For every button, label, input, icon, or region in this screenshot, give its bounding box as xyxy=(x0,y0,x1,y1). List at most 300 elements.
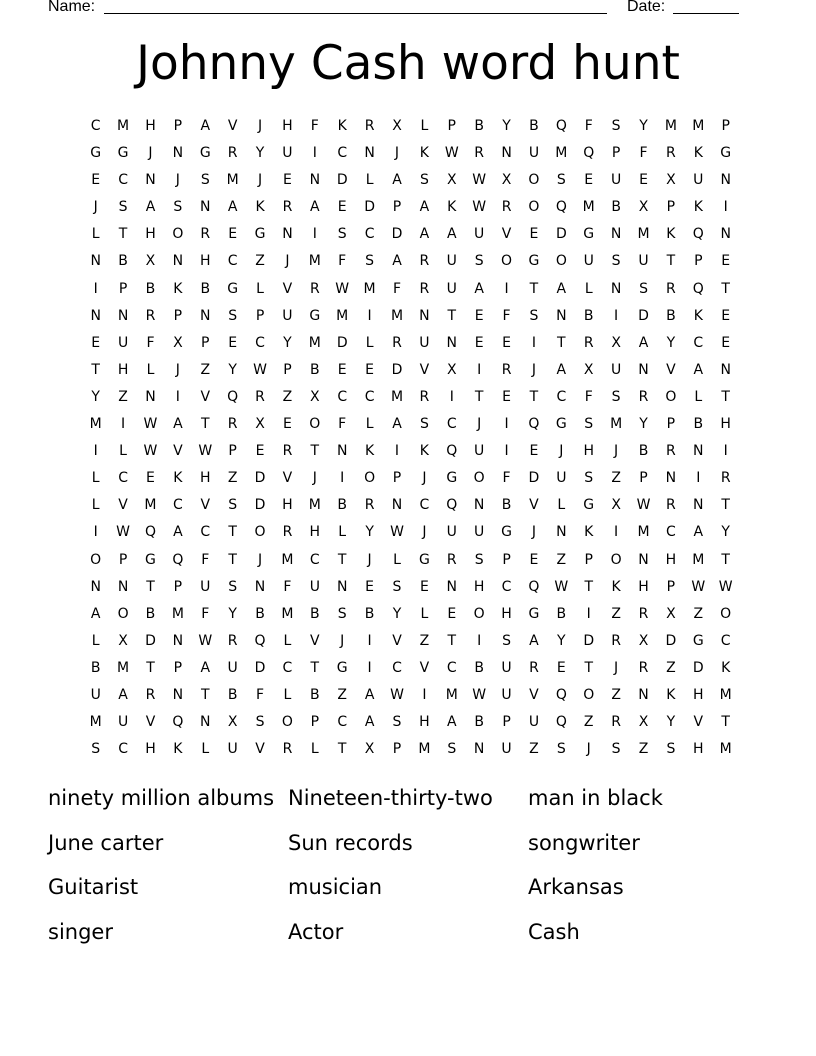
grid-letter: D xyxy=(665,632,677,649)
word-list-item: ninety million albums xyxy=(48,786,275,810)
grid-letter: R xyxy=(583,334,594,351)
grid-letter: E xyxy=(146,470,155,487)
grid-letter: N xyxy=(90,253,101,270)
grid-letter: I xyxy=(175,388,180,405)
grid-letter: C xyxy=(172,497,183,514)
grid-letter: B xyxy=(337,497,348,514)
grid-letter: E xyxy=(447,605,457,622)
grid-letter: U xyxy=(282,307,293,324)
grid-letter: M xyxy=(582,199,595,216)
grid-letter: N xyxy=(610,226,622,243)
grid-row xyxy=(82,276,739,303)
grid-letter: U xyxy=(446,253,457,270)
grid-letter: R xyxy=(419,253,430,270)
grid-letter: E xyxy=(584,172,594,189)
grid-letter: N xyxy=(200,307,211,324)
grid-letter: L xyxy=(393,551,401,568)
header xyxy=(0,0,816,20)
grid-letter: C xyxy=(282,659,293,676)
grid-letter: D xyxy=(528,470,540,487)
grid-letter: F xyxy=(201,551,210,568)
grid-letter: N xyxy=(720,226,731,243)
grid-letter: N xyxy=(200,199,211,216)
grid-letter: W xyxy=(472,172,487,189)
grid-letter: N xyxy=(364,145,375,162)
grid-letter: S xyxy=(228,578,238,595)
grid-letter: F xyxy=(146,334,155,351)
grid-letter: H xyxy=(638,578,649,595)
grid-letter: J xyxy=(312,470,317,487)
grid-letter: Z xyxy=(583,714,594,731)
grid-letter: Z xyxy=(419,632,430,649)
grid-letter: I xyxy=(394,443,400,460)
grid-letter: J xyxy=(531,361,537,378)
grid-letter: U xyxy=(610,361,622,378)
grid-letter: A xyxy=(90,605,101,622)
grid-letter: Z xyxy=(611,686,621,703)
grid-letter: R xyxy=(255,388,265,405)
grid-letter: O xyxy=(528,172,540,189)
grid-letter: G xyxy=(418,551,430,568)
grid-letter: Q xyxy=(227,388,239,405)
grid-letter: A xyxy=(556,280,567,297)
grid-letter: T xyxy=(474,388,484,405)
grid-letter: U xyxy=(446,524,457,541)
grid-letter: H xyxy=(693,686,704,703)
grid-letter: G xyxy=(528,253,540,270)
grid-letter: G xyxy=(254,226,266,243)
grid-letter: W xyxy=(143,416,158,433)
grid-letter: T xyxy=(721,388,730,405)
grid-letter: Z xyxy=(200,361,211,378)
grid-letter: I xyxy=(422,686,427,703)
grid-letter: C xyxy=(90,118,101,134)
grid-letter: Q xyxy=(528,416,540,433)
grid-letter: L xyxy=(310,741,319,758)
grid-letter: N xyxy=(391,497,403,514)
grid-letter: A xyxy=(419,226,430,243)
grid-letter: S xyxy=(666,741,676,758)
grid-letter: P xyxy=(118,551,128,568)
grid-letter: R xyxy=(419,280,430,297)
grid-letter: N xyxy=(309,172,321,189)
grid-letter: X xyxy=(392,118,402,134)
word-list-item: June carter xyxy=(48,830,164,855)
grid-row xyxy=(82,574,739,601)
grid-letter: J xyxy=(257,172,263,189)
grid-row xyxy=(82,682,739,709)
grid-letter: S xyxy=(419,172,429,189)
grid-letter: E xyxy=(283,416,292,433)
grid-letter: I xyxy=(504,416,509,433)
grid-letter: K xyxy=(693,145,703,162)
grid-letter: Y xyxy=(392,605,402,622)
grid-letter: N xyxy=(556,307,567,324)
grid-letter: Q xyxy=(172,551,184,568)
grid-letter: E xyxy=(529,443,539,460)
grid-letter: S xyxy=(474,253,484,270)
grid-letter: N xyxy=(172,632,184,649)
grid-letter: F xyxy=(639,145,648,162)
grid-letter: H xyxy=(145,226,156,243)
grid-letter: M xyxy=(89,416,102,433)
grid-letter: E xyxy=(91,172,101,189)
grid-letter: N xyxy=(172,686,184,703)
grid-letter: M xyxy=(390,307,404,324)
grid-letter: B xyxy=(556,605,567,622)
grid-letter: Y xyxy=(639,416,648,433)
grid-letter: O xyxy=(117,605,129,622)
grid-letter: K xyxy=(447,199,457,216)
grid-letter: L xyxy=(119,443,127,460)
grid-letter: U xyxy=(227,741,238,758)
grid-letter: E xyxy=(529,226,539,243)
grid-letter: T xyxy=(337,741,347,758)
grid-letter: Q xyxy=(555,714,567,731)
grid-letter: M xyxy=(719,741,732,758)
grid-letter: P xyxy=(666,199,676,216)
grid-letter: C xyxy=(337,388,348,405)
grid-letter: O xyxy=(254,524,266,541)
grid-letter: E xyxy=(337,199,347,216)
grid-letter: R xyxy=(666,145,676,162)
grid-letter: M xyxy=(281,551,294,568)
grid-letter: H xyxy=(199,470,211,487)
grid-letter: B xyxy=(145,280,156,297)
grid-letter: F xyxy=(584,118,593,134)
grid-row xyxy=(82,411,739,438)
grid-letter: T xyxy=(721,280,730,297)
grid-letter: T xyxy=(557,334,566,351)
grid-letter: X xyxy=(501,172,512,189)
grid-letter: R xyxy=(282,199,293,216)
grid-letter: X xyxy=(666,605,676,622)
grid-letter: I xyxy=(312,226,317,243)
grid-letter: H xyxy=(282,118,293,134)
grid-letter: B xyxy=(227,686,238,703)
grid-letter: R xyxy=(309,280,320,297)
grid-letter: M xyxy=(144,497,157,514)
grid-letter: U xyxy=(117,714,129,731)
grid-letter: I xyxy=(93,443,98,460)
grid-row xyxy=(82,519,739,546)
grid-letter: M xyxy=(117,118,130,134)
grid-letter: X xyxy=(446,172,457,189)
grid-row xyxy=(82,167,739,194)
grid-letter: S xyxy=(611,118,621,134)
grid-letter: T xyxy=(447,307,457,324)
grid-letter: C xyxy=(364,388,375,405)
word-list-item: musician xyxy=(288,875,383,900)
grid-letter: V xyxy=(200,497,211,514)
grid-letter: Z xyxy=(666,659,676,676)
grid-letter: R xyxy=(392,334,402,351)
grid-letter: M xyxy=(171,605,184,622)
grid-letter: W xyxy=(335,280,350,297)
grid-letter: J xyxy=(614,659,619,676)
grid-letter: U xyxy=(446,280,457,297)
grid-letter: R xyxy=(666,497,676,514)
grid-letter: N xyxy=(473,741,485,758)
grid-letter: E xyxy=(529,551,539,568)
grid-letter: N xyxy=(501,145,512,162)
grid-letter: F xyxy=(502,307,511,324)
grid-letter: V xyxy=(255,741,265,758)
grid-letter: H xyxy=(145,741,156,758)
grid-letter: N xyxy=(282,226,293,243)
grid-letter: I xyxy=(367,307,372,324)
grid-letter: J xyxy=(148,145,153,162)
grid-letter: R xyxy=(227,145,238,162)
grid-letter: R xyxy=(282,741,293,758)
grid-letter: L xyxy=(338,524,347,541)
grid-letter: K xyxy=(419,443,429,460)
grid-letter: V xyxy=(419,659,430,676)
grid-letter: U xyxy=(474,443,485,460)
grid-letter: Q xyxy=(692,226,704,243)
grid-letter: Q xyxy=(446,497,458,514)
grid-row xyxy=(82,628,739,655)
grid-letter: L xyxy=(365,172,374,189)
grid-letter: A xyxy=(392,253,402,270)
grid-letter: R xyxy=(666,280,676,297)
grid-letter: X xyxy=(446,361,457,378)
grid-letter: P xyxy=(694,253,703,270)
grid-letter: X xyxy=(145,253,156,270)
grid-letter: X xyxy=(611,497,621,514)
grid-letter: V xyxy=(392,632,402,649)
grid-letter: S xyxy=(255,714,265,731)
grid-letter: P xyxy=(639,470,648,487)
grid-letter: Z xyxy=(611,605,621,622)
grid-letter: N xyxy=(720,172,731,189)
grid-letter: O xyxy=(583,686,595,703)
grid-letter: V xyxy=(173,443,183,460)
grid-letter: B xyxy=(474,659,484,676)
grid-letter: R xyxy=(200,226,211,243)
grid-letter: N xyxy=(172,145,184,162)
grid-letter: P xyxy=(173,118,183,134)
grid-letter: E xyxy=(365,578,375,595)
grid-letter: D xyxy=(638,307,649,324)
grid-letter: A xyxy=(474,280,484,297)
grid-letter: A xyxy=(173,524,183,541)
grid-letter: Y xyxy=(283,334,292,351)
grid-letter: S xyxy=(611,741,621,758)
grid-letter: O xyxy=(555,253,567,270)
grid-letter: X xyxy=(118,632,128,649)
grid-letter: S xyxy=(639,280,648,297)
grid-letter: H xyxy=(693,741,704,758)
grid-letter: V xyxy=(419,361,430,378)
grid-letter: W xyxy=(198,443,213,460)
grid-letter: S xyxy=(502,632,511,649)
grid-letter: B xyxy=(693,416,704,433)
grid-letter: Q xyxy=(555,118,567,134)
grid-letter: K xyxy=(337,118,347,134)
grid-letter: H xyxy=(145,118,156,134)
grid-letter: R xyxy=(419,388,430,405)
grid-letter: Q xyxy=(528,578,540,595)
grid-letter: M xyxy=(336,307,349,324)
grid-letter: A xyxy=(529,632,539,649)
grid-letter: H xyxy=(473,578,485,595)
grid-letter: O xyxy=(473,470,485,487)
grid-letter: L xyxy=(365,334,374,351)
grid-letter: C xyxy=(227,253,238,270)
grid-letter: R xyxy=(282,524,293,541)
grid-letter: J xyxy=(531,524,537,541)
grid-letter: N xyxy=(419,307,430,324)
grid-letter: H xyxy=(199,253,211,270)
grid-letter: C xyxy=(693,334,704,351)
grid-letter: Q xyxy=(583,145,595,162)
grid-letter: L xyxy=(146,361,155,378)
grid-letter: D xyxy=(391,361,403,378)
grid-letter: M xyxy=(555,145,568,162)
grid-letter: N xyxy=(473,497,485,514)
grid-letter: U xyxy=(528,145,540,162)
grid-letter: Z xyxy=(556,551,567,568)
grid-letter: P xyxy=(502,551,511,568)
grid-row xyxy=(82,655,739,682)
grid-letter: G xyxy=(583,226,595,243)
grid-letter: D xyxy=(336,334,348,351)
grid-letter: Y xyxy=(502,118,511,134)
grid-letter: B xyxy=(200,280,211,297)
grid-letter: T xyxy=(584,659,593,676)
grid-row xyxy=(82,357,739,384)
name-blank-line[interactable] xyxy=(104,13,607,14)
grid-letter: N xyxy=(638,361,649,378)
grid-letter: Z xyxy=(227,470,238,487)
grid-letter: I xyxy=(504,280,509,297)
grid-letter: L xyxy=(91,470,100,487)
grid-letter: Y xyxy=(228,361,237,378)
grid-letter: G xyxy=(501,524,512,541)
grid-letter: X xyxy=(666,172,676,189)
grid-letter: K xyxy=(584,524,594,541)
grid-letter: D xyxy=(145,632,156,649)
grid-letter: C xyxy=(309,551,320,568)
grid-letter: J xyxy=(559,443,564,460)
grid-letter: U xyxy=(117,334,129,351)
grid-letter: P xyxy=(310,714,320,731)
grid-letter: K xyxy=(255,199,265,216)
grid-letter: B xyxy=(364,605,375,622)
grid-letter: V xyxy=(529,497,539,514)
date-blank-line[interactable] xyxy=(673,13,739,14)
grid-letter: M xyxy=(390,388,404,405)
grid-letter: T xyxy=(721,497,730,514)
grid-letter: I xyxy=(586,605,591,622)
grid-letter: Q xyxy=(555,686,567,703)
grid-letter: C xyxy=(556,388,567,405)
grid-letter: P xyxy=(611,145,621,162)
grid-letter: N xyxy=(693,443,704,460)
grid-letter: F xyxy=(392,280,402,297)
grid-letter: R xyxy=(529,659,539,676)
word-list-item: Sun records xyxy=(288,830,413,855)
grid-letter: S xyxy=(392,578,402,595)
grid-letter: S xyxy=(91,741,101,758)
grid-letter: A xyxy=(364,686,375,703)
grid-letter: D xyxy=(254,659,266,676)
grid-letter: I xyxy=(504,443,509,460)
grid-letter: T xyxy=(337,551,347,568)
grid-letter: S xyxy=(611,388,621,405)
grid-letter: Z xyxy=(638,741,649,758)
grid-letter: C xyxy=(337,145,348,162)
word-list-item: singer xyxy=(48,920,113,945)
grid-letter: S xyxy=(611,253,621,270)
grid-letter: P xyxy=(502,714,511,731)
grid-letter: M xyxy=(418,741,431,758)
grid-letter: I xyxy=(614,524,619,541)
grid-letter: H xyxy=(501,605,512,622)
grid-letter: G xyxy=(90,145,102,162)
grid-letter: B xyxy=(255,605,265,622)
grid-letter: A xyxy=(392,416,402,433)
grid-letter: R xyxy=(720,470,731,487)
grid-letter: G xyxy=(227,280,239,297)
grid-letter: J xyxy=(394,145,400,162)
grid-letter: V xyxy=(200,388,211,405)
grid-letter: W xyxy=(390,686,404,703)
grid-letter: P xyxy=(255,307,265,324)
word-list-item: Cash xyxy=(528,920,580,945)
grid-letter: S xyxy=(529,307,539,324)
grid-letter: S xyxy=(337,226,347,243)
grid-letter: Y xyxy=(557,632,566,649)
grid-letter: L xyxy=(283,686,292,703)
grid-letter: N xyxy=(200,714,211,731)
grid-letter: E xyxy=(283,172,292,189)
grid-letter: B xyxy=(310,361,320,378)
grid-letter: R xyxy=(638,659,649,676)
grid-letter: U xyxy=(638,253,649,270)
grid-letter: U xyxy=(501,686,512,703)
grid-letter: O xyxy=(720,605,732,622)
grid-letter: C xyxy=(666,524,676,541)
grid-letter: N xyxy=(117,578,129,595)
grid-letter: T xyxy=(200,686,210,703)
grid-letter: E xyxy=(556,659,566,676)
grid-letter: M xyxy=(89,714,102,731)
grid-letter: O xyxy=(309,416,321,433)
grid-letter: B xyxy=(583,307,594,324)
grid-letter: U xyxy=(200,578,211,595)
grid-letter: N xyxy=(172,253,184,270)
grid-letter: J xyxy=(367,551,372,568)
grid-letter: B xyxy=(310,605,320,622)
grid-letter: C xyxy=(501,578,512,595)
grid-letter: L xyxy=(584,280,593,297)
grid-letter: E xyxy=(721,334,731,351)
grid-letter: Q xyxy=(144,524,156,541)
grid-letter: Y xyxy=(255,145,265,162)
grid-letter: G xyxy=(446,470,458,487)
grid-letter: J xyxy=(285,253,290,270)
grid-letter: N xyxy=(610,280,622,297)
grid-letter: I xyxy=(340,470,345,487)
grid-letter: A xyxy=(364,714,375,731)
grid-letter: P xyxy=(201,334,210,351)
grid-letter: W xyxy=(444,145,459,162)
grid-letter: A xyxy=(446,226,457,243)
grid-letter: O xyxy=(364,470,376,487)
grid-letter: X xyxy=(227,714,238,731)
